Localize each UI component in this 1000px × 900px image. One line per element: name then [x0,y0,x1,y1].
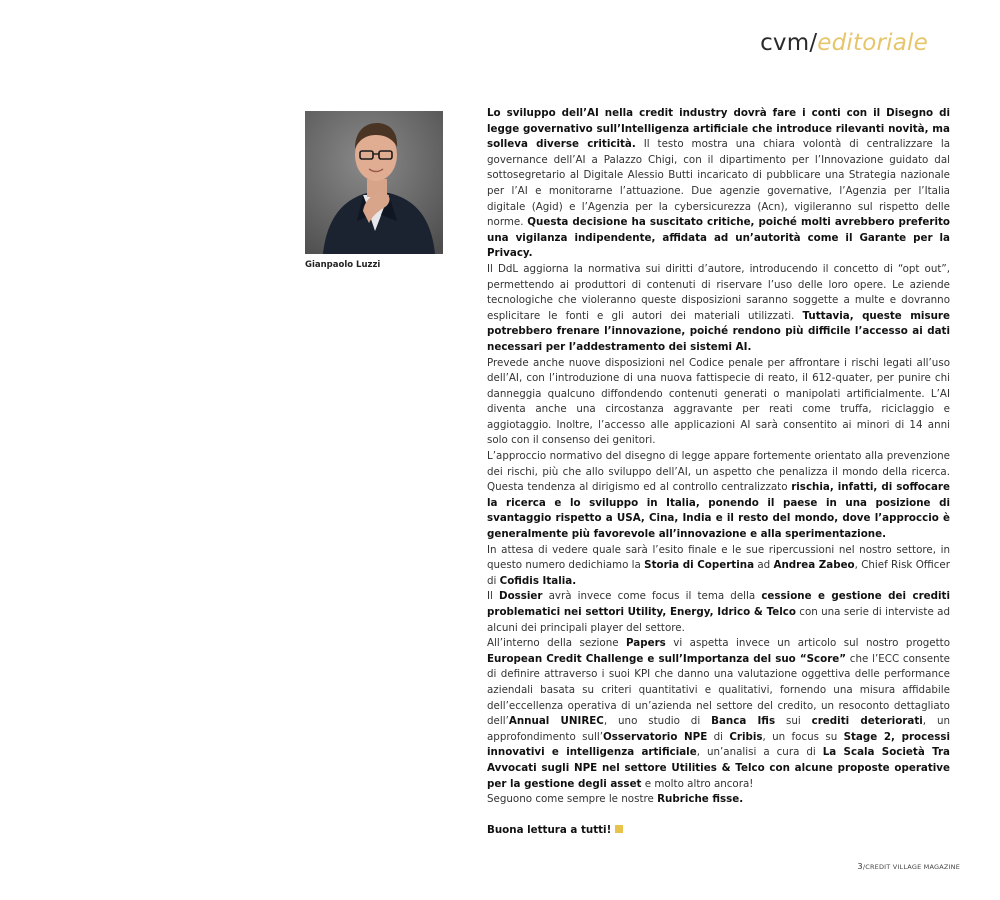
text-run: e molto altro ancora! [641,777,754,790]
bold-run: Rubriche fisse. [657,793,744,806]
page-number: 3 [857,862,863,871]
text-run: di [707,730,730,743]
paragraph-6 [487,589,950,636]
bold-run: Cribis [729,730,763,743]
bold-run: cessione e gestione dei crediti problematici nei settori Utility, Energy, Idrico & Telco [487,590,951,618]
text-run: Il [487,590,500,603]
end-square-icon [615,825,623,833]
text-run: , un’analisi a cura di [696,746,823,759]
bold-run: Lo sviluppo dell’AI nella credit industry dovrà fare i conti con il Disegno di legge governativo sull’Intelligenza artificiale che introduce rilevanti novità, ma solleva diverse criticità. [487,107,950,151]
bold-run: Banca Ifis [711,715,776,728]
paragraph-3 [487,356,950,450]
magazine-name: CREDIT VILLAGE MAGAZINE [865,863,960,871]
paragraph-5 [487,543,950,590]
portrait-photo-icon [305,111,443,254]
text-run: Seguono come sempre le nostre [487,793,658,806]
paragraph-7 [487,636,950,792]
text-run: Il DdL aggiorna la normativa sui diritti d’autore, introducendo il concetto di “opt out”, permettendo ai produttori di contenuti di riservare l’uso delle loro opere. Le aziende tecnologiche che violeranno queste disposizioni saranno soggette a multe e dovranno esplicitare le fonti e gli autori dei materiali utilizzati. [487,262,950,322]
text-run: In attesa di vedere quale sarà l’esito finale e le sue ripercussioni nel nostro settore, in questo numero dedichiamo la [487,543,950,572]
text-run: Prevede anche nuove disposizioni nel Codice penale per affrontare i rischi legati all’uso dell’AI, con l’introduzione di una nuova fattispecie di reato, il 612-quater, per punire chi danneggia qualcuno diffondendo contenuti generati o manipolati artificialmente. L’AI diventa anche una circostanza aggravante per reati come truffa, riciclaggio e aggiotaggio. Inoltre, l’accesso alle applicazioni AI sarà consentito ai minori di 14 anni solo con il consenso dei genitori. [487,356,950,447]
text-run: vi aspetta invece un articolo sul nostro progetto [665,637,951,650]
bold-run: rischia, infatti, di soffocare la ricerca e lo sviluppo in Italia, ponendo il paese in una posizione di svantaggio rispetto a USA, Cina, India e il resto del mondo, dove l’approccio è generalmente più favorevole all’innovazione e alla sperimentazione. [487,481,950,541]
bold-run: European Credit Challenge e sull’Importanza del suo “Score” [487,652,847,665]
paragraph-2 [487,262,950,356]
text-run: L’approccio normativo del disegno di legge appare fortemente orientato alla prevenzione dei rischi, più che allo sviluppo dell’AI, un aspetto che penalizza il mondo della ricerca. Questa tendenza al dirigismo ed al controllo centralizzato [487,450,950,494]
paragraph-4 [487,449,950,543]
editorial-body [487,106,950,839]
closing-line [487,823,950,839]
bold-run: crediti deteriorati [811,715,923,728]
section-title: editoriale [817,30,928,56]
closing-text: Buona lettura a tutti! [487,824,612,837]
bold-run: Annual UNIREC [508,715,604,728]
bold-run: La Scala Società Tra Avvocati sugli NPE nel settore Utilities & Telco con alcune proposte operative per la gestione degli asset [487,746,950,790]
bold-run: Osservatorio NPE [603,730,708,743]
masthead [760,30,928,56]
bold-run: Questa decisione ha suscitato critiche, poiché molti avrebbero preferito una vigilanza indipendente, affidata ad un’autorità come il Garante per la Privacy. [487,216,950,260]
bold-run: Dossier [499,590,543,603]
text-run: , un focus su [762,730,844,743]
text-run: ad [754,559,774,572]
brand-name: cvm [760,30,810,56]
bold-run: Storia di Copertina [644,559,755,572]
text-run: , Chief Risk Officer di [487,559,950,587]
text-run: Il testo mostra una chiara volontà di centralizzare la governance dell’AI a Palazzo Chigi, con il dipartimento per l’Innovazione guidato dal sottosegretario al Digitale Alessio Butti incaricato di pubblicare una Strategia nazionale per l’AI e monitorarne l’attuazione. Due agenzie governative, l’Agenzia per l’Italia digitale (Agid) e l’Agenzia per la cybersicurezza (Acn), vigileranno sul rispetto delle norme. [487,138,951,229]
footer-separator: / [862,863,866,871]
text-run: , uno studio di [603,715,712,728]
bold-run: Andrea Zabeo [773,559,855,572]
page-footer [858,862,960,871]
text-run: con una serie di interviste ad alcuni dei principali player del settore. [487,606,950,634]
masthead-separator: / [809,30,818,56]
text-run: avrà invece come focus il tema della [542,590,762,603]
photo-caption: Gianpaolo Luzzi [305,260,381,270]
bold-run: Stage 2, processi innovativi e intelligenza artificiale [487,730,950,759]
bold-run: Tuttavia, queste misure potrebbero frenare l’innovazione, poiché rendono più difficile l’accesso ai dati necessari per l’addestramento dei sistemi AI. [487,309,950,353]
text-run: All’interno della sezione [487,637,627,650]
paragraph-1 [487,106,950,262]
text-run: sui [775,715,812,728]
text-run: , un approfondimento sull’ [487,715,950,743]
text-run: che l’ECC consente di definire attraverso i suoi KPI che danno una valutazione oggettiva delle performance aziendali basata su criteri quantitativi e qualitativi, fornendo una misura affidabile dell’eccellenza operativa di un’azienda nel settore del credito, un resoconto dettagliato dell’ [487,652,950,728]
paragraph-8 [487,792,950,808]
bold-run: Papers [626,637,666,650]
bold-run: Cofidis Italia. [499,574,577,587]
author-photo [305,111,443,254]
